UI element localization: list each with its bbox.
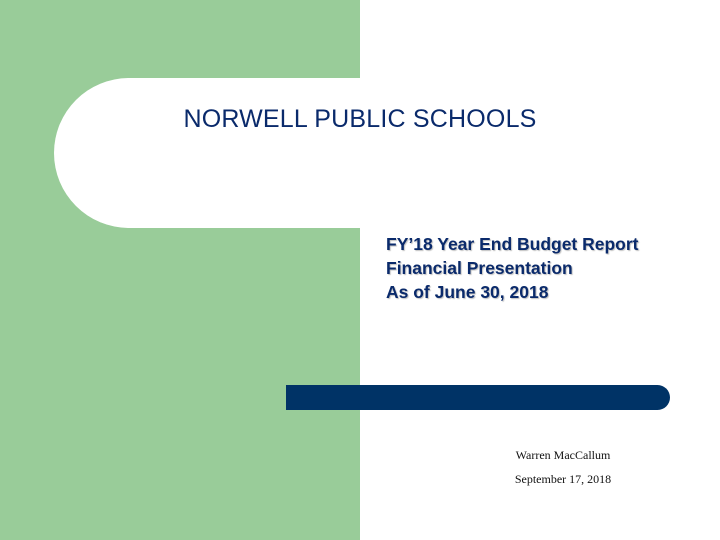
subtitle-line-date: As of June 30, 2018 [386, 282, 549, 302]
subtitle-line-report: FY’18 Year End Budget Report [386, 234, 639, 254]
subtitle-block [386, 232, 639, 304]
presenter-info [503, 443, 623, 491]
slide-title: NORWELL PUBLIC SCHOOLS [183, 105, 537, 133]
presentation-date: September 17, 2018 [514, 472, 612, 486]
accent-bar [286, 385, 670, 410]
presenter-name: Warren MacCallum [515, 448, 611, 462]
title-banner-shape [54, 78, 720, 228]
subtitle-line-presentation: Financial Presentation [386, 258, 573, 278]
